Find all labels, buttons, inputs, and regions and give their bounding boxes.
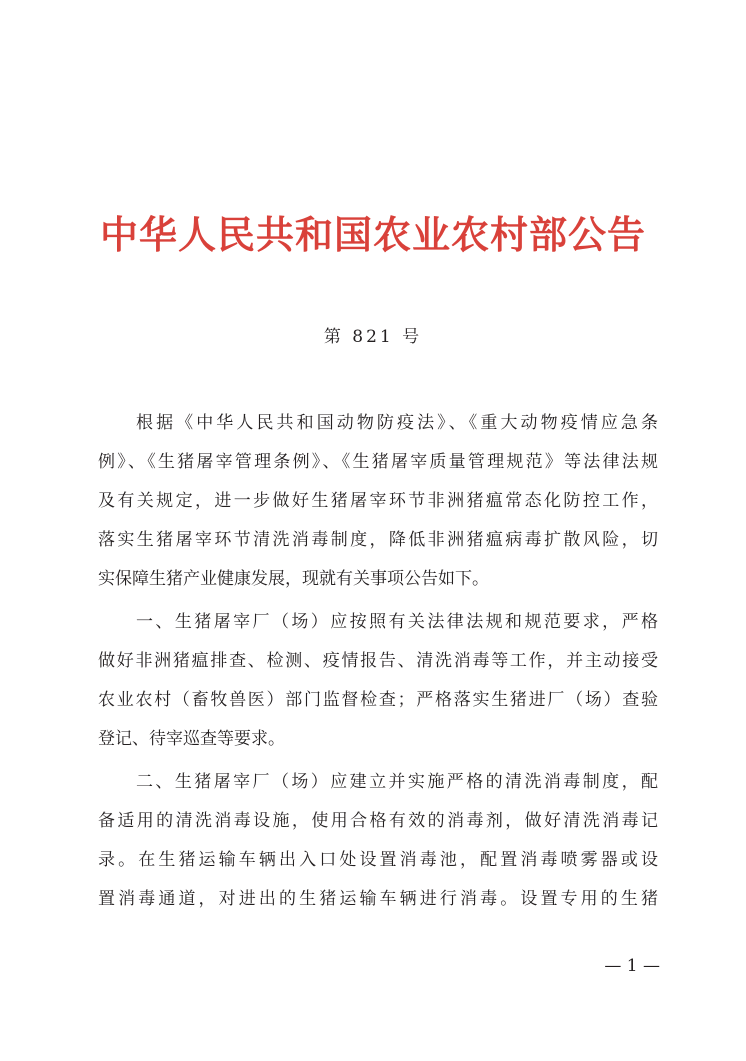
paragraph-line: 实保障生猪产业健康发展，现就有关事项公告如下。 (98, 569, 489, 589)
paragraph-item-one (98, 603, 658, 759)
paragraph-line: 落实生猪屠宰环节清洗消毒制度，降低非洲猪瘟病毒扩散风险，切 (98, 530, 658, 550)
paragraph-line: 录。在生猪运输车辆出入口处设置消毒池，配置消毒喷雾器或设 (98, 850, 658, 870)
document-title: 中华人民共和国农业农村部公告 (99, 212, 646, 257)
paragraph-line: 根据《中华人民共和国动物防疫法》、《重大动物疫情应急条 (136, 413, 658, 433)
paragraph-line: 及有关规定，进一步做好生猪屠宰环节非洲猪瘟常态化防控工作， (98, 491, 658, 511)
page-number: — 1 — (604, 956, 660, 976)
paragraph-line: 备适用的清洗消毒设施，使用合格有效的消毒剂，做好清洗消毒记 (98, 811, 658, 831)
paragraph-line: 登记、待宰巡查等要求。 (98, 729, 285, 749)
paragraph-line: 一、生猪屠宰厂（场）应按照有关法律法规和规范要求，严格 (136, 612, 658, 632)
paragraph-line: 做好非洲猪瘟排查、检测、疫情报告、清洗消毒等工作，并主动接受 (98, 651, 658, 671)
paragraph-preamble (98, 404, 658, 599)
document-number: 第 821 号 (323, 327, 423, 347)
paragraph-item-two (98, 763, 658, 919)
paragraph-line: 置消毒通道，对进出的生猪运输车辆进行消毒。设置专用的生猪 (98, 889, 658, 909)
paragraph-line: 例》、《生猪屠宰管理条例》、《生猪屠宰质量管理规范》等法律法规 (98, 452, 658, 472)
document-body (98, 404, 658, 919)
paragraph-line: 农业农村（畜牧兽医）部门监督检查；严格落实生猪进厂（场）查验 (98, 690, 658, 710)
paragraph-line: 二、生猪屠宰厂（场）应建立并实施严格的清洗消毒制度，配 (136, 772, 658, 792)
